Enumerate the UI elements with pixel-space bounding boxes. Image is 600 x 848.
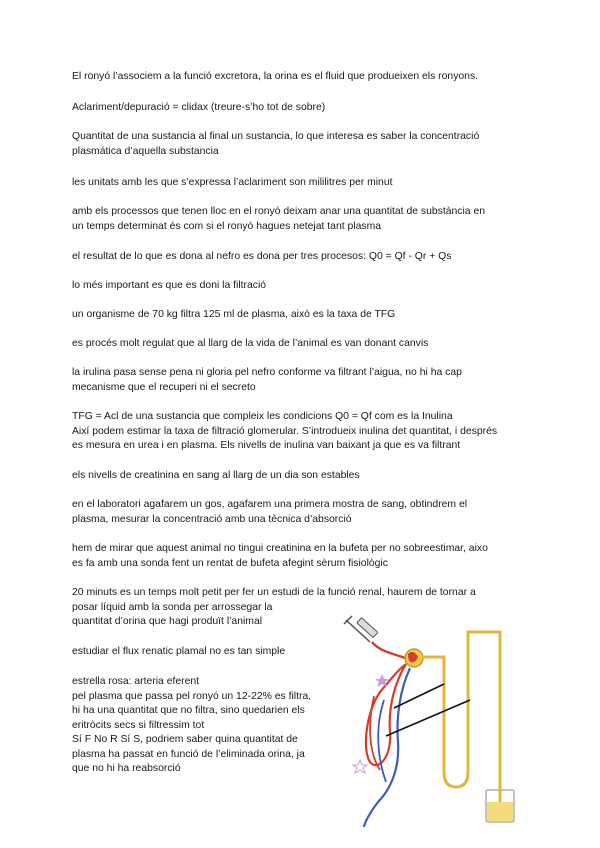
text-line: mecanisme que el recuperi ni el secreto [72, 381, 256, 393]
star-icon [353, 760, 367, 773]
text-line: amb els processos que tenen lloc en el ronyó deixam anar una quantitat de substància en [72, 206, 486, 217]
paragraph-11 [72, 410, 528, 454]
text-line: es fa amb una sonda fent un rentat de bufeta afegint sèrum fisiològic [72, 557, 388, 569]
paragraph-8 [72, 308, 528, 323]
paragraph-4 [72, 176, 528, 191]
text-line: hem de mirar que aquest animal no tingui creatinina en la bufeta per no sobreestimar, aixo [72, 543, 488, 554]
tubule-line [424, 632, 500, 794]
text-line: plasmática d’aquella substancia [72, 145, 219, 157]
paragraph-9 [72, 337, 528, 352]
text-line: un temps determinat és com si el ronyó hagues netejat tant plasma [72, 220, 381, 232]
text-line: Així podem estimar la taxa de filtració glomerular. S’introdueix inulina det quantitat, i després [72, 425, 498, 437]
paragraph-5 [72, 205, 528, 234]
paragraph-3 [72, 130, 528, 159]
text-line: estrella rosa: arteria eferent [72, 676, 200, 687]
paragraph-7 [72, 279, 528, 294]
text-line: la irulina pasa sense pena ni gloria pel nefro conforme va filtrant l’aigua, no hi ha cap [72, 367, 462, 378]
text-line: El ronyó l’associem a la funció excretora, la orina es el fluid que produeixen els ronyons. [72, 71, 479, 82]
text-line: es mesura en urea i en plasma. Els nivells de inulina van baixant ja que es va filtrant [72, 440, 461, 451]
text-line: els nivells de creatinina en sang al llarg de un dia son estables [72, 470, 360, 481]
paragraph-17 [72, 675, 342, 777]
text-line: eritròcits secs si filtressim tot [72, 719, 205, 731]
glomerulus-icon [405, 649, 423, 667]
text-line: es procés molt regulat que al llarg de la vida de l’animal es van donant canvis [72, 338, 429, 349]
paragraph-14 [72, 542, 528, 571]
paragraph-13 [72, 498, 528, 527]
renal-clearance-diagram [340, 612, 540, 827]
paragraph-12 [72, 469, 528, 484]
text-line: el resultat de lo que es dona al nefro es dona per tres procesos: Q0 = Qf - Qr + Qs [72, 251, 452, 262]
infusion-line [372, 642, 405, 658]
text-line: lo més important es que es doni la filtració [72, 280, 267, 291]
paragraph-1 [72, 70, 528, 85]
paragraph-6 [72, 250, 528, 265]
text-line: en el laboratori agafarem un gos, agafarem una primera mostra de sang, obtindrem el [72, 499, 468, 510]
syringe-icon [344, 616, 378, 642]
beaker-icon [486, 772, 514, 822]
text-line: Quantitat de una sustancia al final un sustancia, lo que interesa es saber la concentració [72, 131, 480, 142]
text-line: Aclariment/depuració = clidax (treure-s’ho tot de sobre) [72, 102, 326, 113]
text-line: les unitats amb les que s’expressa l’aclariment son mililitres per minut [72, 177, 393, 188]
text-line: 20 minuts es un temps molt petit per fer un estudi de la funció renal, haurem de tornar a [72, 587, 476, 598]
paragraph-10 [72, 366, 528, 395]
paragraph-2 [72, 101, 528, 116]
text-line: pel plasma que passa pel ronyó un 12-22% es filtra, [72, 690, 312, 702]
text-line: plasma ha passat en funció de l’eliminada orina, ja [72, 748, 305, 760]
text-line: que no hi ha reabsorció [72, 763, 181, 774]
paragraph-16 [72, 645, 342, 660]
text-line: TFG = Acl de una sustancia que compleix les condicions Q0 = Qf com es la Inulina [72, 411, 453, 422]
text-line: plasma, mesurar la concentració amb una tècnica d’absorció [72, 513, 352, 525]
text-line: un organisme de 70 kg filtra 125 ml de plasma, això es la taxa de TFG [72, 309, 396, 320]
text-line: estudiar el flux renatic plamal no es tan simple [72, 646, 286, 657]
text-line: quantitat d’orina que hagi produït l’animal [72, 616, 263, 627]
text-line: Sí F No R Sí S, podriem saber quina quantitat de [72, 734, 298, 745]
text-line: posar líquid amb la sonda per arrossegar la [72, 601, 273, 613]
text-line: hi ha una quantitat que no filtra, sino quedarien els [72, 705, 305, 716]
